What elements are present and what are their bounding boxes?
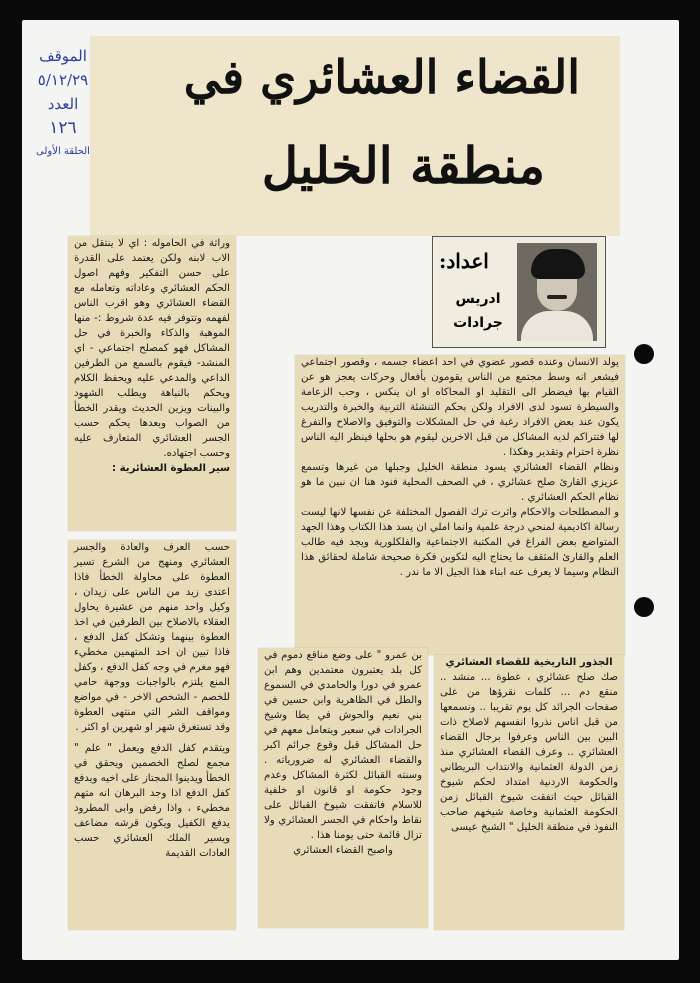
roots-subhead: الجذور التاريخية للقضاء العشائري	[445, 657, 613, 668]
headline-line2: منطقة الخليل	[261, 136, 545, 195]
column-left-bottom	[68, 540, 236, 930]
headline-line1: القضاء العشائري في	[183, 50, 580, 104]
column-left-bottom-text: حسب العرف والعادة والجسر العشائري ومنهج من الشرع تسير العطوة على محاولة الخطأ فاذا اعتدى زيد من الناس على زيدان ، وكيل واحد منهم من عشيرة يحاول العقلاء بالاصلاح بين الطرفين في اخذ العطوة بينهما وتشكل كفل الدفع ، فاذا تبين ان احد المتهمين مخطيء فهو مغرم في وجه كفل الدفع ، وكفل المنع يلتزم بالواجبات ووجهة حامي للخصم - الشخص الاخر - في مواضع ومواقف الشر التي منتهى العطوة وقد تستغرق شهر او شهرين او اكثر .	[74, 542, 230, 733]
column-right	[434, 655, 624, 930]
punch-hole-bottom	[634, 597, 654, 617]
column-right-text: صك صلح عشائري ، عطوة ... منشد .. منقع دم ... كلمات نقرؤها من على صفحات الجرائد كل يوم تقريبا .. ونسمعها من قبل اناس نذروا انفسهم لاصلاح ذات البين بين الناس وعرفوا برجال القضاء العشائري .. وعرف القضاء العشائري منذ زمن الدولة العثمانية والانتداب البريطاني والحكومة الاردنية امتداد لحكم شيوخ القبائل حيث اتفقت شيوخ القبائل زمن الحكومة العثمانية وخاصة شيخهم صاحب النفوذ في منطقة الخليل " الشيخ عيسى	[440, 672, 618, 833]
author-name-first: ادريس	[455, 291, 501, 307]
column-left-top-text: وراثة في الحاموله : اي لا ينتقل من الاب لابنه ولكن يعتمد على القدرة على حسن التفكير وفهم اصول الحكم العشائري وعاداته وتعامله مع القضاء العشائري وهو اقرب الناس لفهمه وتتوفر فيه عدة شروط :- منها الموهبة والذكاء والخبرة في حل المشاكل فهو كمصلح اجتماعي - اي المنشد- فيقوم بالسمع من الطرفين الداعي والمدعي عليه ويحفظ الكلام ويحكم بالنباهة ويطلب الشهود والبينات ويزين الحديث ويقدر الخطأ من الصواب وبعدها يحكم حسب الجسر العشائري المتعارف عليه وحسب اجتهاده.	[74, 238, 230, 459]
column-mid-text: بن عمرو " على وضع مناقع دموم في كل بلد يعتبرون معتمدين وهم ابن عمرو في دورا والحامدي في السموع والطل في الظاهرية وابن حسين في بني نعيم والحوش في يطا وشيخ الجرادات في سعير ويتعامل معهم في حل المشاكل قبل وقوع جرائم اكبر والقضاء العشائري له ضرورياته . وسنته القبائل لكثرة المشاكل وعدم وجود حكومة او قانون او خلفية للاسلام فاتفقت شيوخ القبائل على نقاط واحكام في الجسر العشائري ولا تزال قائمة حتى يومنا هذا .	[264, 650, 422, 841]
note-issue-label: العدد	[47, 95, 79, 113]
column-left-bottom-text2: ويتقدم كفل الدفع ويعمل " علم " مجمع لصلح الخصمين ويحقق في الخطأ ويدينوا المجتاز على اخيه ويدفع كفل الدفع اذا وجد البرهان انه متهم مخطيء ، واذا رفض وابى المطرود يدفع الكفيل ويكون قرشه مضاعف ويسير الملك العشائري حسب العادات القديمة	[74, 743, 230, 859]
author-photo	[517, 243, 597, 341]
intro-clipping	[295, 355, 625, 655]
column-left-subhead: سير العطوة العشائرية :	[111, 463, 230, 474]
headline-block	[90, 36, 620, 236]
note-source: الموقف	[39, 47, 87, 65]
punch-hole-top	[634, 344, 654, 364]
column-left-top	[68, 236, 236, 531]
column-mid-end: واصبح القضاء العشائري	[293, 845, 393, 856]
note-episode: الحلقة الأولى	[36, 146, 90, 157]
note-date: ٥/١٢/٢٩	[37, 71, 89, 89]
intro-text3: و المصطلحات والاحكام واثرت ترك الفصول المختلفة عن نفسها لانها ليست رسالة اكاديمية لمنحي درجة علمية وانما املي ان يسد هذا الكتاب وهذا الجهد المتواضع بعض الفراغ في المكتبة الاجتماعية والفلكلورية ويجد فيه طالب العلم والقارئ المثقف ما يحتاج اليه لتكوين فكرة صحيحة شاملة لحقائق هذا النظام وسيما لا يعرف عنه ابناء هذا الجيل الا ما ندر .	[300, 507, 619, 578]
intro-text: يولد الانسان وعنده قصور عضوي في احد اعضاء جسمه ، وقصور اجتماعي فيشعر انه وسط مجتمع من الناس يقومون بأفعال وحركات يعجز هو عن القيام بها فيضطر الى التقليد او المحاكاه او ان ينكس ، وحب الزعامة والسيطرة تسود لدى الافراد ولكن بحكم التنشئة التربية والخبرة والتدريب يكون عند بعض الافراد رغبة في حل المشكلات والتوفيق والاصلاح والتفرغ لها فتتراكم لديه المشاكل من قبل الاخرين ليقوم هو بحلها فينظر اليه الناس نظرة احترام وتقدير وهكذا .	[301, 357, 619, 458]
note-issue-number: ١٢٦	[49, 118, 77, 138]
handwritten-note	[32, 44, 94, 164]
byline-label: اعداد:	[439, 249, 489, 273]
author-name	[443, 287, 513, 335]
intro-text2: ونظام القضاء العشائري يسود منطقة الخليل وجبلها من غيرها وتسمع عزيزي القارئ صلح عشائري ، في الصحف المحلية فنود هنا ان نبين ما هو نظام الحكم العشائري .	[301, 462, 619, 503]
byline-box	[432, 236, 606, 348]
author-name-last: جرادات	[453, 315, 503, 331]
column-mid	[258, 648, 428, 928]
